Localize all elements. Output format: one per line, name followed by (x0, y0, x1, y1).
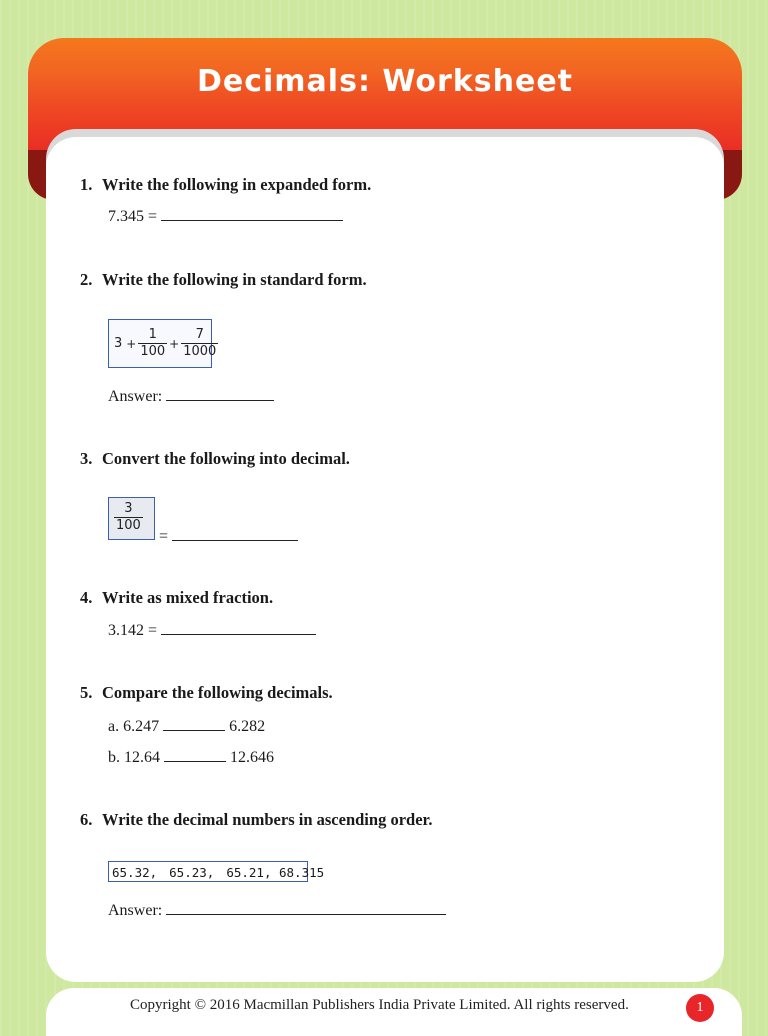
comparison-a (108, 716, 265, 736)
question-6-answer (108, 900, 446, 920)
question-number: 5. (80, 683, 93, 702)
fraction-3-100: $\frac{3}{100}$ (116, 501, 141, 533)
comparison-b (108, 747, 274, 767)
question-4-expression (108, 620, 316, 640)
fraction-1-100: $\frac{1}{100}$ (140, 327, 166, 359)
expanded-form-box (108, 319, 217, 368)
question-3-answer (159, 526, 298, 546)
question-text: Write the following in expanded form. (102, 175, 372, 194)
fraction-box (108, 497, 155, 540)
fraction-7-1000: $\frac{7}{1000}$ (183, 327, 217, 359)
expression-text: 7.345 = (108, 208, 158, 225)
answer-blank[interactable] (166, 900, 446, 915)
answer-blank[interactable] (166, 386, 274, 401)
question-text: Write as mixed fraction. (102, 588, 274, 607)
comparison-right: 6.282 (229, 718, 266, 735)
page-title: Decimals: Worksheet (196, 64, 574, 99)
question-2-answer (108, 386, 274, 406)
question-number: 1. (80, 175, 93, 194)
answer-blank[interactable] (161, 206, 343, 221)
question-3-title (80, 449, 350, 469)
ribbon-band (28, 38, 742, 150)
comparison-left: a. 6.247 (108, 718, 160, 735)
equals-sign: = (159, 528, 169, 545)
question-6-title (80, 810, 432, 830)
plus-sign: + (126, 336, 137, 351)
answer-blank[interactable] (172, 526, 298, 541)
number-item: 65.32, (112, 865, 158, 880)
question-text: Convert the following into decimal. (102, 449, 350, 468)
number-item: 65.21, 68.315 (226, 865, 325, 880)
answer-blank[interactable] (163, 716, 225, 731)
plus-sign: + (169, 336, 180, 351)
question-1-expression (108, 206, 343, 226)
answer-label: Answer: (108, 902, 163, 919)
answer-blank[interactable] (164, 747, 226, 762)
question-5-title (80, 683, 333, 703)
question-text: Compare the following decimals. (102, 683, 333, 702)
number-item: 65.23, (169, 865, 215, 880)
answer-blank[interactable] (161, 620, 316, 635)
comparison-left: b. 12.64 (108, 749, 160, 766)
question-number: 4. (80, 588, 93, 607)
question-1-title (80, 175, 371, 195)
question-number: 3. (80, 449, 93, 468)
question-number: 2. (80, 270, 93, 289)
question-text: Write the following in standard form. (102, 270, 367, 289)
copyright-text: Copyright © 2016 Macmillan Publishers India Private Limited. All rights reserved. (130, 997, 629, 1013)
answer-label: Answer: (108, 388, 163, 405)
comparison-right: 12.646 (230, 749, 274, 766)
expression-text: 3.142 = (108, 622, 158, 639)
question-4-title (80, 588, 273, 608)
page-number-badge: 1 (686, 994, 714, 1022)
question-text: Write the decimal numbers in ascending order. (102, 810, 433, 829)
worksheet-paper (46, 137, 724, 982)
whole-number: 3 (114, 336, 123, 351)
decimal-numbers-box (108, 861, 325, 882)
question-number: 6. (80, 810, 93, 829)
question-2-title (80, 270, 367, 290)
